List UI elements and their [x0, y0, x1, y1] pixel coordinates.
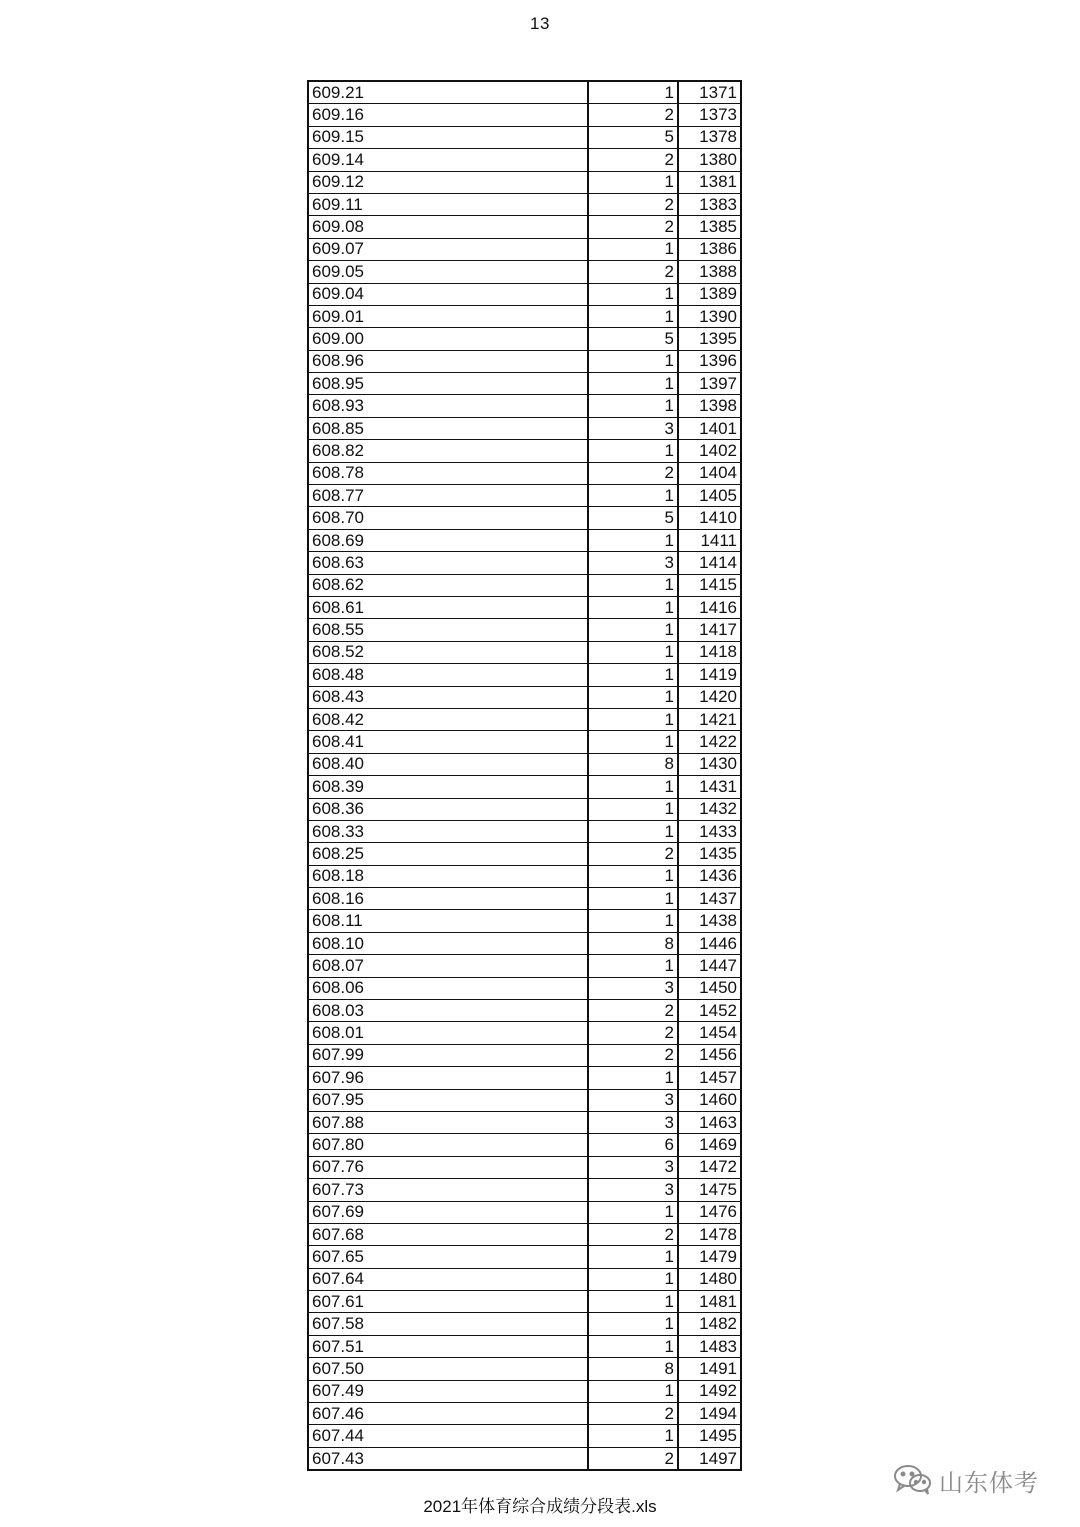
cumulative-cell: 1415 — [678, 574, 741, 596]
count-cell: 8 — [588, 753, 678, 775]
table-row — [308, 865, 741, 887]
count-cell: 1 — [588, 731, 678, 753]
table-row — [308, 1179, 741, 1201]
cumulative-cell: 1414 — [678, 552, 741, 574]
table-row — [308, 104, 741, 126]
table-row — [308, 126, 741, 148]
cumulative-cell: 1380 — [678, 149, 741, 171]
cumulative-cell: 1480 — [678, 1268, 741, 1290]
table-row — [308, 910, 741, 932]
cumulative-cell: 1417 — [678, 619, 741, 641]
score-cell: 608.78 — [308, 462, 588, 484]
cumulative-cell: 1446 — [678, 932, 741, 954]
table-row — [308, 238, 741, 260]
table-row — [308, 708, 741, 730]
table-row — [308, 955, 741, 977]
score-cell: 607.50 — [308, 1358, 588, 1380]
score-cell: 608.96 — [308, 350, 588, 372]
cumulative-cell: 1454 — [678, 1022, 741, 1044]
score-cell: 607.99 — [308, 1044, 588, 1066]
count-cell: 2 — [588, 1223, 678, 1245]
cumulative-cell: 1482 — [678, 1313, 741, 1335]
table-row — [308, 1447, 741, 1470]
count-cell: 5 — [588, 328, 678, 350]
score-cell: 608.77 — [308, 485, 588, 507]
count-cell: 1 — [588, 1291, 678, 1313]
count-cell: 3 — [588, 552, 678, 574]
table-row — [308, 417, 741, 439]
score-cell: 608.25 — [308, 843, 588, 865]
score-cell: 607.65 — [308, 1246, 588, 1268]
count-cell: 2 — [588, 1022, 678, 1044]
score-cell: 608.40 — [308, 753, 588, 775]
cumulative-cell: 1371 — [678, 81, 741, 104]
score-cell: 608.01 — [308, 1022, 588, 1044]
score-cell: 608.33 — [308, 820, 588, 842]
score-cell: 608.70 — [308, 507, 588, 529]
table-row — [308, 664, 741, 686]
score-cell: 608.07 — [308, 955, 588, 977]
cumulative-cell: 1396 — [678, 350, 741, 372]
cumulative-cell: 1430 — [678, 753, 741, 775]
count-cell: 1 — [588, 708, 678, 730]
score-cell: 608.85 — [308, 417, 588, 439]
cumulative-cell: 1475 — [678, 1179, 741, 1201]
count-cell: 1 — [588, 664, 678, 686]
cumulative-cell: 1494 — [678, 1403, 741, 1425]
score-cell: 607.88 — [308, 1111, 588, 1133]
table-row — [308, 1358, 741, 1380]
cumulative-cell: 1431 — [678, 776, 741, 798]
table-row — [308, 1201, 741, 1223]
count-cell: 1 — [588, 1313, 678, 1335]
cumulative-cell: 1378 — [678, 126, 741, 148]
score-cell: 609.16 — [308, 104, 588, 126]
cumulative-cell: 1401 — [678, 417, 741, 439]
footer-filename: 2021年体育综合成绩分段表.xls — [423, 1497, 657, 1516]
table-row — [308, 1425, 741, 1447]
count-cell: 3 — [588, 1089, 678, 1111]
score-cell: 608.42 — [308, 708, 588, 730]
table-row — [308, 574, 741, 596]
cumulative-cell: 1469 — [678, 1134, 741, 1156]
count-cell: 2 — [588, 462, 678, 484]
table-row — [308, 350, 741, 372]
score-cell: 608.16 — [308, 888, 588, 910]
cumulative-cell: 1373 — [678, 104, 741, 126]
count-cell: 1 — [588, 686, 678, 708]
cumulative-cell: 1492 — [678, 1380, 741, 1402]
cumulative-cell: 1420 — [678, 686, 741, 708]
table-row — [308, 1223, 741, 1245]
table-row — [308, 1111, 741, 1133]
count-cell: 1 — [588, 641, 678, 663]
table-row — [308, 1156, 741, 1178]
table-row — [308, 507, 741, 529]
score-cell: 608.93 — [308, 395, 588, 417]
table-row — [308, 1380, 741, 1402]
cumulative-cell: 1476 — [678, 1201, 741, 1223]
cumulative-cell: 1389 — [678, 283, 741, 305]
count-cell: 1 — [588, 1067, 678, 1089]
score-cell: 607.58 — [308, 1313, 588, 1335]
score-cell: 607.96 — [308, 1067, 588, 1089]
count-cell: 2 — [588, 149, 678, 171]
cumulative-cell: 1402 — [678, 440, 741, 462]
score-cell: 607.69 — [308, 1201, 588, 1223]
score-cell: 609.11 — [308, 193, 588, 215]
table-row — [308, 171, 741, 193]
cumulative-cell: 1452 — [678, 1000, 741, 1022]
table-row — [308, 596, 741, 618]
score-cell: 608.11 — [308, 910, 588, 932]
count-cell: 1 — [588, 305, 678, 327]
count-cell: 8 — [588, 932, 678, 954]
score-cell: 608.39 — [308, 776, 588, 798]
table-row — [308, 820, 741, 842]
cumulative-cell: 1433 — [678, 820, 741, 842]
cumulative-cell: 1479 — [678, 1246, 741, 1268]
score-cell: 608.48 — [308, 664, 588, 686]
cumulative-cell: 1411 — [678, 529, 741, 551]
score-cell: 608.95 — [308, 373, 588, 395]
score-cell: 608.06 — [308, 977, 588, 999]
cumulative-cell: 1422 — [678, 731, 741, 753]
table-row — [308, 1067, 741, 1089]
score-cell: 609.08 — [308, 216, 588, 238]
cumulative-cell: 1478 — [678, 1223, 741, 1245]
table-row — [308, 529, 741, 551]
cumulative-cell: 1447 — [678, 955, 741, 977]
score-cell: 609.01 — [308, 305, 588, 327]
count-cell: 1 — [588, 171, 678, 193]
score-cell: 607.51 — [308, 1335, 588, 1357]
table-row — [308, 1134, 741, 1156]
count-cell: 2 — [588, 1447, 678, 1470]
count-cell: 1 — [588, 373, 678, 395]
count-cell: 8 — [588, 1358, 678, 1380]
count-cell: 2 — [588, 216, 678, 238]
score-cell: 609.12 — [308, 171, 588, 193]
table-row — [308, 776, 741, 798]
score-cell: 608.55 — [308, 619, 588, 641]
table-row — [308, 1313, 741, 1335]
count-cell: 2 — [588, 1000, 678, 1022]
score-cell: 609.14 — [308, 149, 588, 171]
cumulative-cell: 1438 — [678, 910, 741, 932]
cumulative-cell: 1460 — [678, 1089, 741, 1111]
table-row — [308, 305, 741, 327]
count-cell: 1 — [588, 485, 678, 507]
cumulative-cell: 1432 — [678, 798, 741, 820]
score-cell: 607.64 — [308, 1268, 588, 1290]
count-cell: 1 — [588, 619, 678, 641]
count-cell: 1 — [588, 574, 678, 596]
cumulative-cell: 1437 — [678, 888, 741, 910]
score-cell: 609.00 — [308, 328, 588, 350]
score-cell: 608.69 — [308, 529, 588, 551]
table-body — [308, 81, 741, 1470]
table-row — [308, 328, 741, 350]
table-row — [308, 888, 741, 910]
cumulative-cell: 1397 — [678, 373, 741, 395]
score-cell: 607.95 — [308, 1089, 588, 1111]
score-cell: 607.61 — [308, 1291, 588, 1313]
cumulative-cell: 1436 — [678, 865, 741, 887]
score-cell: 609.21 — [308, 81, 588, 104]
count-cell: 2 — [588, 261, 678, 283]
score-cell: 609.05 — [308, 261, 588, 283]
count-cell: 1 — [588, 820, 678, 842]
cumulative-cell: 1495 — [678, 1425, 741, 1447]
cumulative-cell: 1472 — [678, 1156, 741, 1178]
cumulative-cell: 1416 — [678, 596, 741, 618]
count-cell: 1 — [588, 350, 678, 372]
score-cell: 607.49 — [308, 1380, 588, 1402]
score-distribution-table — [307, 80, 742, 1471]
table-row — [308, 552, 741, 574]
table-row — [308, 1246, 741, 1268]
table-row — [308, 1335, 741, 1357]
table-row — [308, 843, 741, 865]
table-row — [308, 193, 741, 215]
cumulative-cell: 1483 — [678, 1335, 741, 1357]
cumulative-cell: 1457 — [678, 1067, 741, 1089]
count-cell: 5 — [588, 507, 678, 529]
count-cell: 1 — [588, 238, 678, 260]
cumulative-cell: 1410 — [678, 507, 741, 529]
score-cell: 607.44 — [308, 1425, 588, 1447]
count-cell: 2 — [588, 193, 678, 215]
score-cell: 607.73 — [308, 1179, 588, 1201]
count-cell: 1 — [588, 596, 678, 618]
cumulative-cell: 1383 — [678, 193, 741, 215]
table-row — [308, 81, 741, 104]
count-cell: 2 — [588, 1403, 678, 1425]
watermark — [893, 1462, 1039, 1498]
count-cell: 2 — [588, 843, 678, 865]
cumulative-cell: 1388 — [678, 261, 741, 283]
cumulative-cell: 1419 — [678, 664, 741, 686]
table-row — [308, 149, 741, 171]
table-row — [308, 753, 741, 775]
score-cell: 609.07 — [308, 238, 588, 260]
cumulative-cell: 1421 — [678, 708, 741, 730]
count-cell: 1 — [588, 1201, 678, 1223]
score-cell: 607.76 — [308, 1156, 588, 1178]
table-row — [308, 1089, 741, 1111]
score-cell: 608.41 — [308, 731, 588, 753]
count-cell: 3 — [588, 1156, 678, 1178]
table-row — [308, 261, 741, 283]
table-row — [308, 395, 741, 417]
cumulative-cell: 1404 — [678, 462, 741, 484]
table-row — [308, 283, 741, 305]
table-row — [308, 440, 741, 462]
table-row — [308, 977, 741, 999]
score-cell: 607.68 — [308, 1223, 588, 1245]
score-cell: 608.61 — [308, 596, 588, 618]
cumulative-cell: 1398 — [678, 395, 741, 417]
count-cell: 3 — [588, 417, 678, 439]
score-cell: 608.10 — [308, 932, 588, 954]
count-cell: 6 — [588, 1134, 678, 1156]
cumulative-cell: 1463 — [678, 1111, 741, 1133]
count-cell: 1 — [588, 1335, 678, 1357]
count-cell: 1 — [588, 529, 678, 551]
table-row — [308, 1000, 741, 1022]
count-cell: 1 — [588, 1246, 678, 1268]
count-cell: 1 — [588, 865, 678, 887]
count-cell: 2 — [588, 1044, 678, 1066]
cumulative-cell: 1395 — [678, 328, 741, 350]
table-row — [308, 1403, 741, 1425]
table-row — [308, 1268, 741, 1290]
score-cell: 608.18 — [308, 865, 588, 887]
count-cell: 1 — [588, 395, 678, 417]
score-cell: 607.80 — [308, 1134, 588, 1156]
table-row — [308, 1022, 741, 1044]
cumulative-cell: 1418 — [678, 641, 741, 663]
cumulative-cell: 1390 — [678, 305, 741, 327]
count-cell: 1 — [588, 955, 678, 977]
count-cell: 3 — [588, 1179, 678, 1201]
score-cell: 608.52 — [308, 641, 588, 663]
table-row — [308, 619, 741, 641]
cumulative-cell: 1435 — [678, 843, 741, 865]
cumulative-cell: 1481 — [678, 1291, 741, 1313]
score-cell: 608.82 — [308, 440, 588, 462]
count-cell: 1 — [588, 440, 678, 462]
score-cell: 608.36 — [308, 798, 588, 820]
table-row — [308, 216, 741, 238]
score-cell: 609.04 — [308, 283, 588, 305]
cumulative-cell: 1386 — [678, 238, 741, 260]
count-cell: 2 — [588, 104, 678, 126]
count-cell: 1 — [588, 283, 678, 305]
count-cell: 1 — [588, 81, 678, 104]
cumulative-cell: 1381 — [678, 171, 741, 193]
table-row — [308, 1291, 741, 1313]
count-cell: 1 — [588, 776, 678, 798]
score-cell: 608.63 — [308, 552, 588, 574]
table-row — [308, 932, 741, 954]
score-cell: 609.15 — [308, 126, 588, 148]
count-cell: 1 — [588, 1425, 678, 1447]
watermark-text: 山东体考 — [939, 1469, 1039, 1497]
cumulative-cell: 1497 — [678, 1447, 741, 1470]
table-row — [308, 731, 741, 753]
count-cell: 1 — [588, 1268, 678, 1290]
count-cell: 1 — [588, 1380, 678, 1402]
score-cell: 608.43 — [308, 686, 588, 708]
count-cell: 5 — [588, 126, 678, 148]
table-row — [308, 373, 741, 395]
table-row — [308, 1044, 741, 1066]
table-row — [308, 686, 741, 708]
count-cell: 3 — [588, 1111, 678, 1133]
cumulative-cell: 1450 — [678, 977, 741, 999]
count-cell: 1 — [588, 888, 678, 910]
count-cell: 1 — [588, 798, 678, 820]
cumulative-cell: 1491 — [678, 1358, 741, 1380]
cumulative-cell: 1456 — [678, 1044, 741, 1066]
cumulative-cell: 1405 — [678, 485, 741, 507]
table-row — [308, 798, 741, 820]
page-number: 13 — [530, 14, 550, 33]
score-cell: 607.46 — [308, 1403, 588, 1425]
count-cell: 3 — [588, 977, 678, 999]
score-cell: 608.62 — [308, 574, 588, 596]
table-row — [308, 485, 741, 507]
count-cell: 1 — [588, 910, 678, 932]
score-cell: 607.43 — [308, 1447, 588, 1470]
table-row — [308, 462, 741, 484]
wechat-icon — [893, 1464, 933, 1496]
score-cell: 608.03 — [308, 1000, 588, 1022]
table-row — [308, 641, 741, 663]
cumulative-cell: 1385 — [678, 216, 741, 238]
